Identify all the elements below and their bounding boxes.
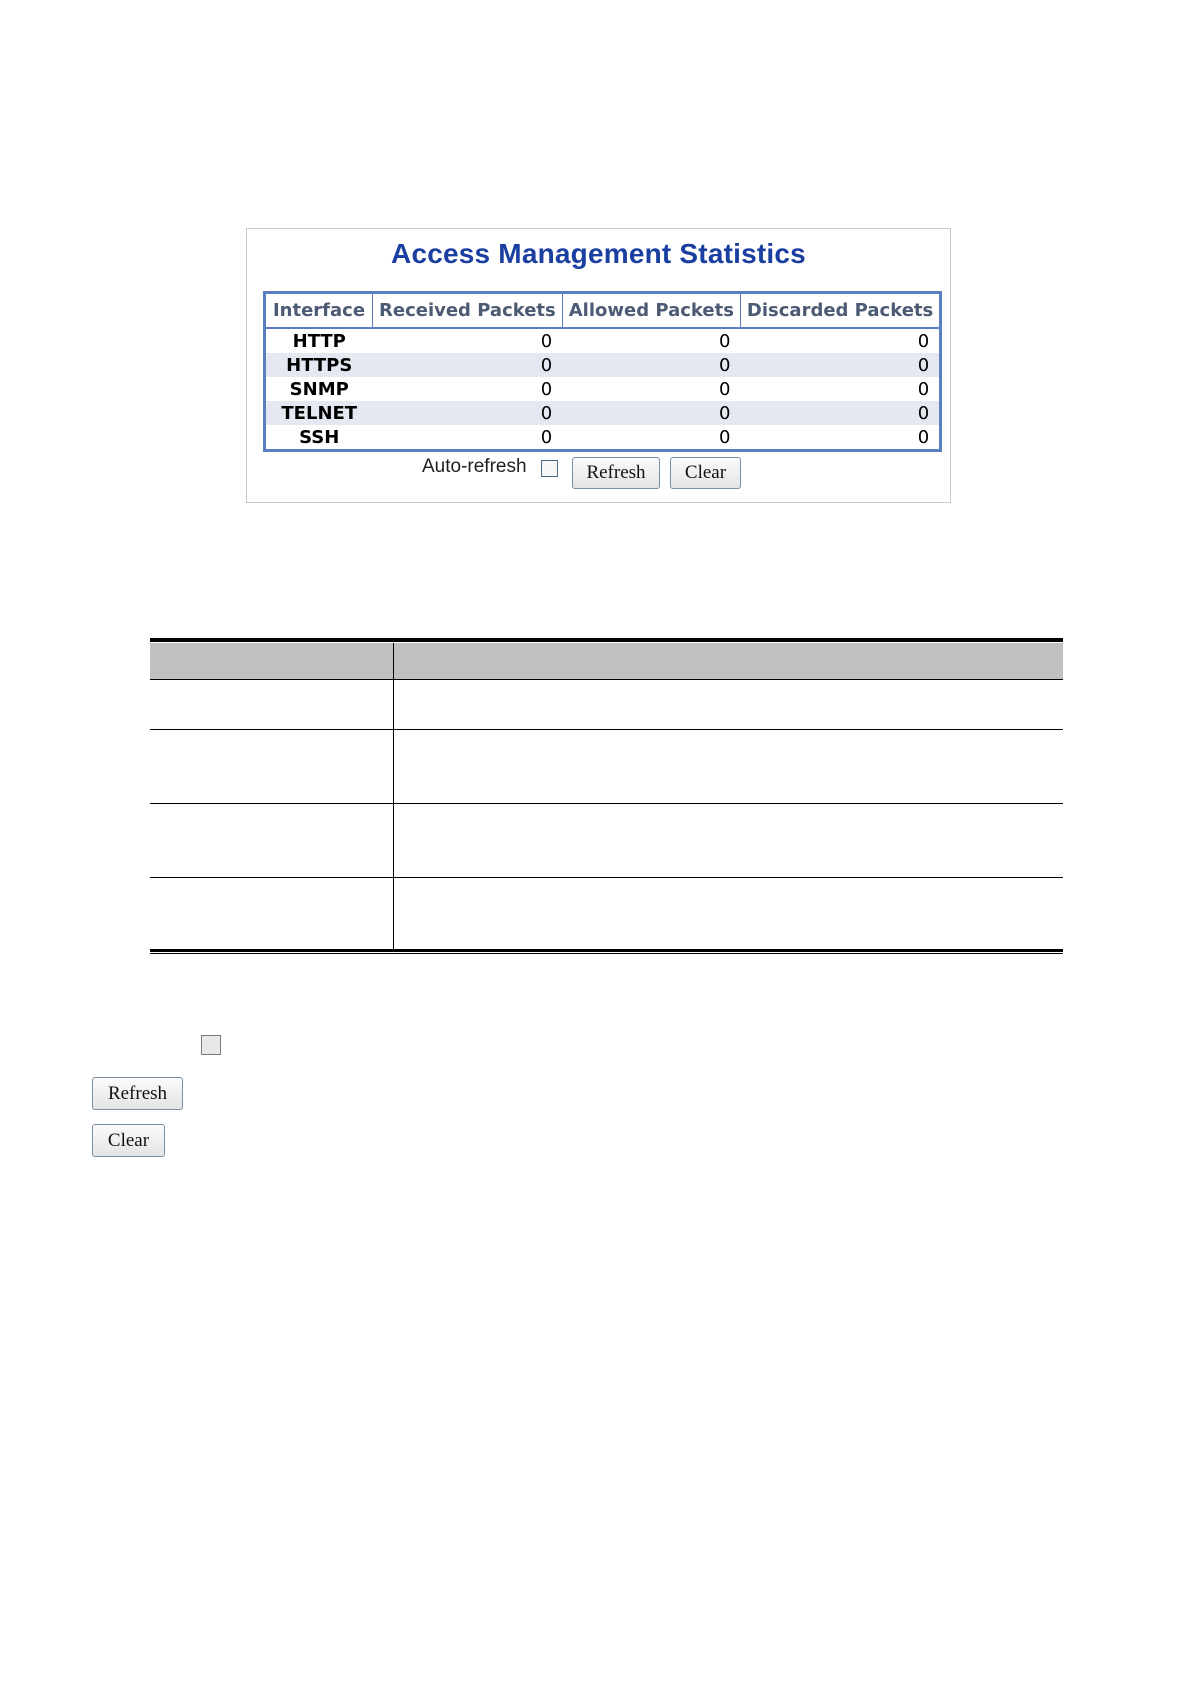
description-table [150,638,1063,954]
allowed-cell: 0 [562,425,740,451]
clear-button[interactable]: Clear [92,1124,165,1157]
table-row [265,401,941,425]
row-divider [150,729,1063,730]
auto-refresh-checkbox[interactable] [541,460,558,477]
allowed-cell: 0 [562,377,740,401]
table-row [265,328,941,353]
description-table-header [150,643,1063,680]
panel-title: Access Management Statistics [391,238,806,269]
allowed-cell: 0 [562,401,740,425]
discarded-cell: 0 [740,425,940,451]
column-header-interface: Interface [265,293,373,329]
refresh-button[interactable]: Refresh [92,1077,183,1110]
discarded-cell: 0 [740,328,940,353]
received-cell: 0 [373,377,563,401]
column-divider [393,643,394,950]
row-divider [150,877,1063,878]
interface-cell: TELNET [265,401,373,425]
table-bottom-rule [150,949,1063,954]
received-cell: 0 [373,425,563,451]
allowed-cell: 0 [562,328,740,353]
refresh-button[interactable]: Refresh [572,457,660,489]
auto-refresh-checkbox[interactable] [201,1035,221,1055]
interface-cell: SNMP [265,377,373,401]
allowed-cell: 0 [562,353,740,377]
received-cell: 0 [373,401,563,425]
clear-button[interactable]: Clear [670,457,741,489]
table-row [265,425,941,451]
interface-cell: HTTPS [265,353,373,377]
received-cell: 0 [373,353,563,377]
auto-refresh-label: Auto-refresh [422,456,527,477]
interface-cell: SSH [265,425,373,451]
table-row [265,377,941,401]
column-header-discarded-packets: Discarded Packets [740,293,940,329]
discarded-cell: 0 [740,353,940,377]
discarded-cell: 0 [740,401,940,425]
statistics-table [263,291,942,452]
interface-cell: HTTP [265,328,373,353]
table-row [265,353,941,377]
auto-refresh-control [422,456,527,478]
received-cell: 0 [373,328,563,353]
table-header-row [265,293,941,329]
column-header-received-packets: Received Packets [373,293,563,329]
table-top-rule [150,638,1063,642]
row-divider [150,803,1063,804]
column-header-allowed-packets: Allowed Packets [562,293,740,329]
discarded-cell: 0 [740,377,940,401]
access-management-statistics-panel [246,228,951,503]
